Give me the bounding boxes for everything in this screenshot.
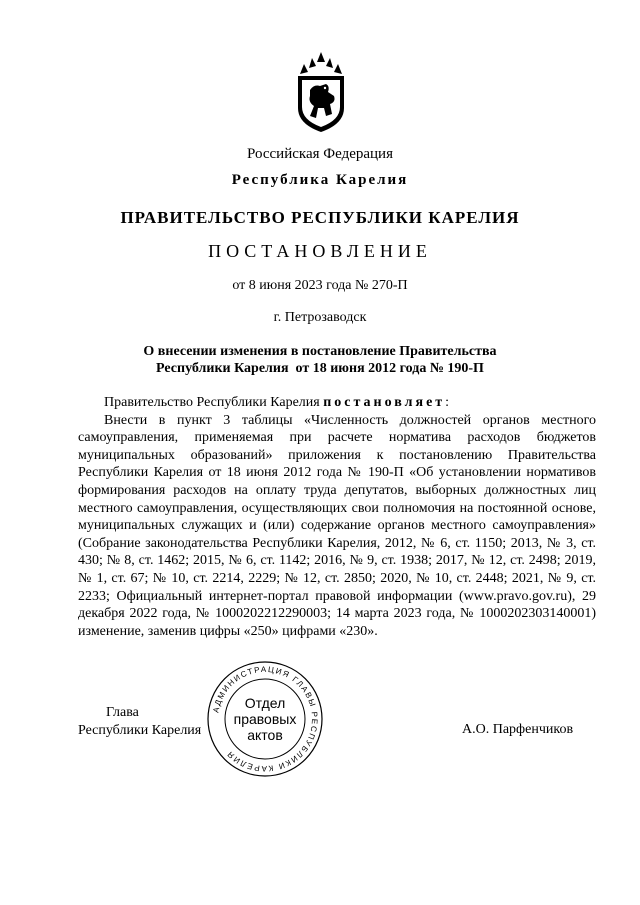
signatory-title <box>78 704 201 740</box>
signatory-title-line-1: Глава <box>106 705 139 720</box>
subject-line-1: О внесении изменения в постановление Правительства <box>143 344 497 359</box>
document-body <box>78 394 596 640</box>
stamp-line-2: правовых <box>233 711 297 727</box>
decree-prefix: Правительство Республики Карелия <box>104 395 324 410</box>
stamp-ring-text: АДМИНИСТРАЦИЯ ГЛАВЫ РЕСПУБЛИКИ КАРЕЛИЯ <box>211 664 320 774</box>
signatory-title-line-2: Республики Карелия <box>78 723 202 738</box>
stamp-line-3: актов <box>247 727 283 743</box>
stamp-center-text <box>206 695 324 743</box>
city: г. Петрозаводск <box>273 310 367 325</box>
government-name: ПРАВИТЕЛЬСТВО РЕСПУБЛИКИ КАРЕЛИЯ <box>120 208 520 227</box>
republic-name: Республика Карелия <box>231 172 409 188</box>
decree-suffix: : <box>445 395 450 410</box>
decree-line <box>78 394 596 412</box>
signatory-name: А.О. Парфенчиков <box>462 722 574 737</box>
date-and-number: от 8 июня 2023 года № 270-П <box>232 278 408 293</box>
decree-word: постановляет <box>323 395 446 410</box>
karelia-coat-of-arms-icon <box>290 50 352 134</box>
country-name: Российская Федерация <box>247 146 393 162</box>
main-paragraph: Внести в пункт 3 таблицы «Численность должностей органов местного самоуправления, применяемая при расчете норматива расходов бюджетов муниципальных образований» приложения к постановлению Правительства Республики Карелия от 18 июня 2012 года № 190-П «Об установлении нормативов формирования расходов на оплату труда депутатов, выборных должностных лиц местного самоуправления, осуществляющих свои полномочия на постоянной основе, муниципальных служащих и (или) содержание органов местного самоуправления» (Собрание законодательства Республики Карелия, 2012, № 6, ст. 1150; 2013, № 3, ст. 430; № 8, ст. 1462; 2015, № 6, ст. 1142; 2016, № 9, ст. 1938; 2017, № 12, ст. 2498; 2019, № 1, ст. 67; № 10, ст. 2214, 2229; № 12, ст. 2850; 2020, № 10, ст. 2448; 2021, № 9, ст. 2233; Официальный интернет-портал правовой информации (www.pravo.gov.ru), 29 декабря 2022 года, № 1000202212290003; 14 марта 2023 года, № 1000202303140001) изменение, заменив цифры «250» цифрами «230». <box>78 412 596 639</box>
document-type: ПОСТАНОВЛЕНИЕ <box>208 241 432 261</box>
subject-line-2: Республики Карелия от 18 июня 2012 года № 190-П <box>156 361 484 376</box>
document-subject <box>0 343 640 377</box>
stamp-line-1: Отдел <box>244 695 286 711</box>
